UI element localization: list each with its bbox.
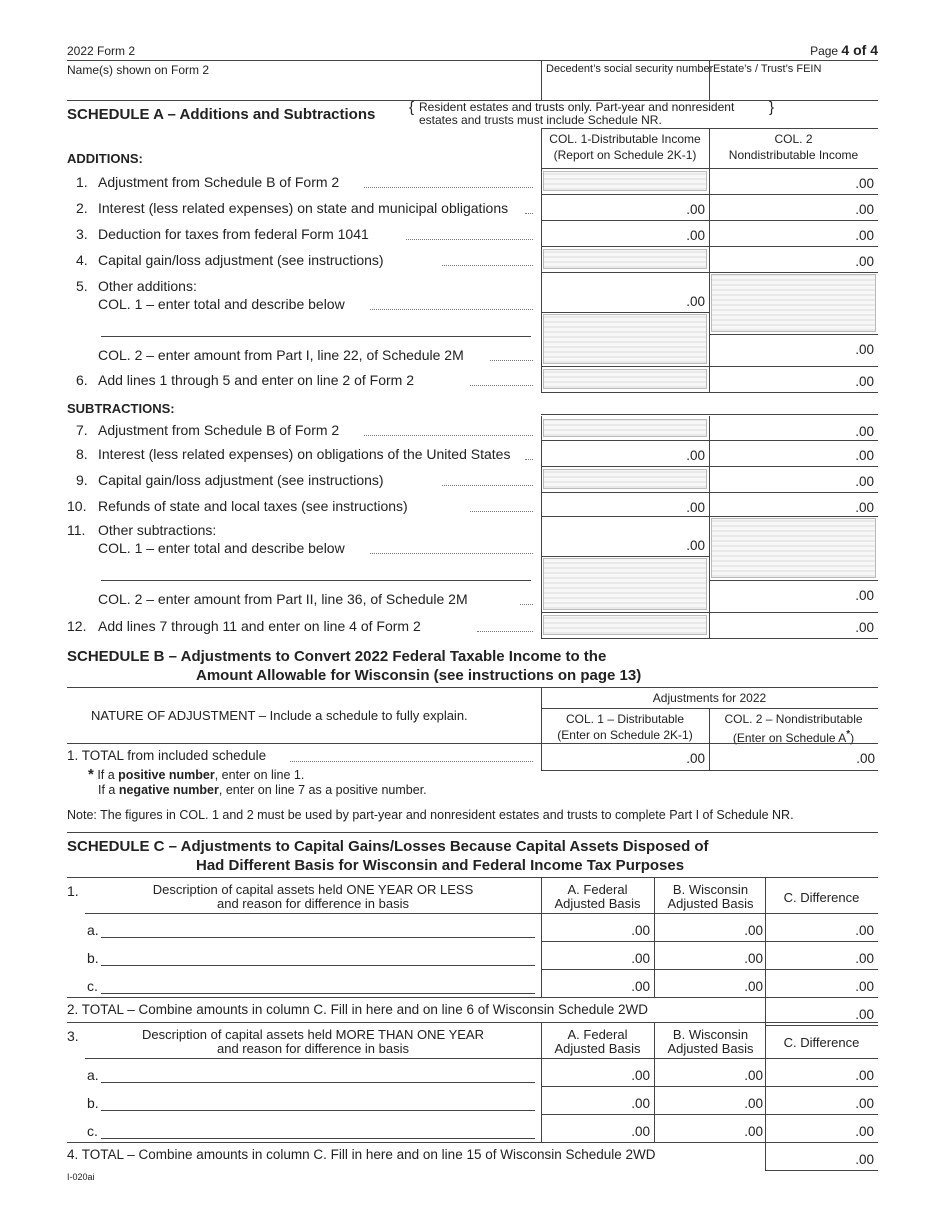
federal-basis-amount[interactable]: .00 bbox=[631, 1096, 650, 1111]
schedb-total-label: 1. TOTAL from included schedule bbox=[67, 748, 267, 763]
schedb-col1-header bbox=[541, 711, 709, 743]
line-text: Deduction for taxes from federal Form 1041 bbox=[98, 226, 369, 242]
shaded-cell bbox=[543, 419, 707, 437]
section-number: 3. bbox=[67, 1028, 79, 1044]
col-header-difference: C. Difference bbox=[783, 1035, 860, 1050]
col1-amount[interactable]: .00 bbox=[686, 294, 705, 309]
col2-amount[interactable]: .00 bbox=[855, 500, 874, 515]
section-header-1: Description of capital assets held MORE THAN ONE YEAR bbox=[142, 1027, 484, 1042]
difference-amount[interactable]: .00 bbox=[855, 1068, 874, 1083]
total-amount[interactable]: .00 bbox=[855, 1152, 874, 1167]
col2-amount[interactable]: .00 bbox=[855, 176, 874, 191]
additions-heading: ADDITIONS: bbox=[67, 151, 143, 166]
line-text: Interest (less related expenses) on obligations of the United States bbox=[98, 446, 511, 462]
col-header-colA1: A. Federal bbox=[567, 1027, 628, 1042]
page-number bbox=[810, 42, 878, 58]
total-label: 2. TOTAL – Combine amounts in column C. Fill in here and on line 6 of Wisconsin Schedule 2WD bbox=[67, 1002, 649, 1017]
form-code: I-020ai bbox=[67, 1172, 95, 1182]
fein-label: Estate’s / Trust’s FEIN bbox=[713, 63, 822, 75]
row-letter: a. bbox=[87, 922, 99, 938]
federal-basis-amount[interactable]: .00 bbox=[631, 1124, 650, 1139]
adjustments-label: Adjustments for 2022 bbox=[652, 691, 767, 705]
brace-left-icon: { bbox=[409, 99, 415, 116]
line-number: 1. bbox=[76, 174, 88, 190]
row-letter: c. bbox=[87, 1123, 98, 1139]
federal-basis-amount[interactable]: .00 bbox=[631, 951, 650, 966]
line-text: Other subtractions: bbox=[98, 522, 217, 538]
schedule-c-title-2: Had Different Basis for Wisconsin and Federal Income Tax Purposes bbox=[196, 857, 685, 874]
brace-right-icon: } bbox=[769, 99, 775, 116]
col1-amount[interactable]: .00 bbox=[686, 228, 705, 243]
wisconsin-basis-amount[interactable]: .00 bbox=[744, 951, 763, 966]
difference-amount[interactable]: .00 bbox=[855, 1124, 874, 1139]
positive-number-text: positive number bbox=[118, 768, 215, 782]
description-line[interactable] bbox=[101, 1110, 535, 1111]
schedule-a-title: SCHEDULE A – Additions and Subtractions bbox=[67, 106, 376, 123]
section-number: 1. bbox=[67, 883, 79, 899]
schedb-note: Note: The figures in COL. 1 and 2 must be used by part-year and nonresident estates and trusts to complete Part I of Schedule NR. bbox=[67, 808, 794, 822]
col2-amount[interactable]: .00 bbox=[855, 424, 874, 439]
shaded-cell bbox=[543, 249, 707, 269]
schedb-total-col1[interactable]: .00 bbox=[686, 751, 705, 766]
shaded-cell bbox=[543, 314, 707, 364]
ssn-label: Decedent’s social security number bbox=[546, 63, 714, 75]
section-header-1: Description of capital assets held ONE YEAR OR LESS bbox=[152, 882, 474, 897]
col-header-colB1: B. Wisconsin bbox=[672, 882, 749, 897]
schedule-b-title-2: Amount Allowable for Wisconsin (see instructions on page 13) bbox=[196, 667, 642, 684]
col1-amount[interactable]: .00 bbox=[686, 538, 705, 553]
description-line[interactable] bbox=[101, 937, 535, 938]
difference-amount[interactable]: .00 bbox=[855, 1096, 874, 1111]
line-text: Add lines 7 through 11 and enter on line 4 of Form 2 bbox=[98, 618, 421, 634]
schedb-col1-h2: (Enter on Schedule 2K-1) bbox=[557, 728, 693, 742]
close-paren: ) bbox=[850, 731, 855, 745]
difference-amount[interactable]: .00 bbox=[855, 923, 874, 938]
schedb-col2-header bbox=[709, 711, 878, 746]
wisconsin-basis-amount[interactable]: .00 bbox=[744, 1124, 763, 1139]
if-text-1b: , enter on line 1. bbox=[214, 768, 305, 782]
col1-h1: COL. 1-Distributable Income bbox=[549, 132, 701, 146]
federal-basis-amount[interactable]: .00 bbox=[631, 923, 650, 938]
section-header-2: and reason for difference in basis bbox=[217, 896, 409, 911]
col2-amount[interactable]: .00 bbox=[855, 448, 874, 463]
row-letter: b. bbox=[87, 950, 99, 966]
line-number: 8. bbox=[76, 446, 88, 462]
line-subtext: COL. 1 – enter total and describe below bbox=[98, 296, 345, 312]
col2-h2: Nondistributable Income bbox=[728, 148, 859, 162]
line-number: 2. bbox=[76, 200, 88, 216]
line-text: Add lines 1 through 5 and enter on line 2 of Form 2 bbox=[98, 372, 414, 388]
description-line[interactable] bbox=[101, 965, 535, 966]
total-label: 4. TOTAL – Combine amounts in column C. Fill in here and on line 15 of Wisconsin Schedule 2WD bbox=[67, 1147, 656, 1162]
shaded-cell bbox=[543, 558, 707, 610]
col2-amount[interactable]: .00 bbox=[855, 620, 874, 635]
names-field[interactable] bbox=[67, 80, 541, 100]
col2-header bbox=[709, 131, 878, 163]
wisconsin-basis-amount[interactable]: .00 bbox=[744, 1068, 763, 1083]
line-number: 7. bbox=[76, 422, 88, 438]
col2-amount[interactable]: .00 bbox=[855, 374, 874, 389]
line-number: 3. bbox=[76, 226, 88, 242]
wisconsin-basis-amount[interactable]: .00 bbox=[744, 1096, 763, 1111]
col2-amount[interactable]: .00 bbox=[855, 254, 874, 269]
col2-amount[interactable]: .00 bbox=[855, 342, 874, 357]
schedb-col1-h1: COL. 1 – Distributable bbox=[565, 712, 685, 726]
page-value: 4 of 4 bbox=[841, 42, 878, 58]
col1-header bbox=[541, 131, 709, 163]
line-text: Capital gain/loss adjustment (see instructions) bbox=[98, 252, 384, 268]
col1-amount[interactable]: .00 bbox=[686, 448, 705, 463]
col-header-colA1: A. Federal bbox=[567, 882, 628, 897]
line-text: Refunds of state and local taxes (see instructions) bbox=[98, 498, 408, 514]
if-text-2b: , enter on line 7 as a positive number. bbox=[218, 783, 427, 797]
description-line[interactable] bbox=[101, 1138, 535, 1139]
col2-amount[interactable]: .00 bbox=[855, 202, 874, 217]
line-number: 5. bbox=[76, 278, 88, 294]
schedb-col2-h1: COL. 2 – Nondistributable bbox=[724, 712, 863, 726]
form-label: 2022 Form 2 bbox=[67, 44, 136, 58]
col-header-colB1: B. Wisconsin bbox=[672, 1027, 749, 1042]
page-prefix: Page bbox=[810, 44, 842, 58]
shaded-cell bbox=[543, 369, 707, 389]
col-header-colA2: Adjusted Basis bbox=[554, 1041, 641, 1056]
wisconsin-basis-amount[interactable]: .00 bbox=[744, 923, 763, 938]
row-letter: c. bbox=[87, 978, 98, 994]
section-header-2: and reason for difference in basis bbox=[217, 1041, 409, 1056]
line-text: Interest (less related expenses) on state and municipal obligations bbox=[98, 200, 509, 216]
col2-h1: COL. 2 bbox=[774, 132, 813, 146]
col2-amount[interactable]: .00 bbox=[855, 474, 874, 489]
description-line[interactable] bbox=[101, 336, 531, 337]
wisconsin-basis-amount[interactable]: .00 bbox=[744, 979, 763, 994]
names-label: Name(s) shown on Form 2 bbox=[67, 63, 210, 77]
col-header-colA2: Adjusted Basis bbox=[554, 896, 641, 911]
note-line-1: Resident estates and trusts only. Part-year and nonresident bbox=[419, 100, 735, 114]
col1-h2: (Report on Schedule 2K-1) bbox=[553, 148, 697, 162]
description-line[interactable] bbox=[101, 993, 535, 994]
description-line[interactable] bbox=[101, 580, 531, 581]
line-number: 6. bbox=[76, 372, 88, 388]
nature-of-adjustment: NATURE OF ADJUSTMENT – Include a schedule to fully explain. bbox=[91, 708, 468, 723]
shaded-cell bbox=[543, 615, 707, 635]
negative-number-text: negative number bbox=[118, 783, 219, 797]
row-letter: b. bbox=[87, 1095, 99, 1111]
if-text-1: If a bbox=[97, 768, 119, 782]
line-number: 12. bbox=[67, 618, 87, 634]
shaded-cell bbox=[543, 171, 707, 191]
ssn-field[interactable] bbox=[541, 80, 709, 100]
line-number: 4. bbox=[76, 252, 88, 268]
col-header-difference: C. Difference bbox=[783, 890, 860, 905]
line-subtext-col2: COL. 2 – enter amount from Part I, line 22, of Schedule 2M bbox=[98, 347, 464, 363]
negative-note bbox=[98, 783, 427, 797]
col1-amount[interactable]: .00 bbox=[686, 202, 705, 217]
shaded-cell bbox=[711, 274, 876, 332]
schedule-a-note bbox=[419, 101, 734, 127]
schedb-col2-h2: (Enter on Schedule A bbox=[732, 731, 847, 745]
line-text: Adjustment from Schedule B of Form 2 bbox=[98, 174, 340, 190]
col1-amount[interactable]: .00 bbox=[686, 500, 705, 515]
schedb-total-col2[interactable]: .00 bbox=[856, 751, 875, 766]
star-mark: * bbox=[846, 729, 851, 740]
positive-note bbox=[88, 766, 304, 783]
shaded-cell bbox=[711, 518, 876, 578]
line-text: Other additions: bbox=[98, 278, 197, 294]
note-line-2: estates and trusts must include Schedule NR. bbox=[419, 113, 662, 127]
fein-field[interactable] bbox=[709, 80, 878, 100]
if-text-2: If a bbox=[98, 783, 119, 797]
line-number: 9. bbox=[76, 472, 88, 488]
col2-amount[interactable]: .00 bbox=[855, 228, 874, 243]
line-text: Capital gain/loss adjustment (see instructions) bbox=[98, 472, 384, 488]
col-header-colB2: Adjusted Basis bbox=[667, 1041, 754, 1056]
subtractions-heading: SUBTRACTIONS: bbox=[67, 401, 175, 416]
line-subtext-col2: COL. 2 – enter amount from Part II, line 36, of Schedule 2M bbox=[98, 591, 468, 607]
line-number: 10. bbox=[67, 498, 87, 514]
shaded-cell bbox=[543, 469, 707, 489]
difference-amount[interactable]: .00 bbox=[855, 979, 874, 994]
line-subtext: COL. 1 – enter total and describe below bbox=[98, 540, 345, 556]
row-letter: a. bbox=[87, 1067, 99, 1083]
col-header-colB2: Adjusted Basis bbox=[667, 896, 754, 911]
star-icon: * bbox=[88, 766, 94, 783]
description-line[interactable] bbox=[101, 1082, 535, 1083]
federal-basis-amount[interactable]: .00 bbox=[631, 1068, 650, 1083]
total-amount[interactable]: .00 bbox=[855, 1007, 874, 1022]
schedule-b-title-1: SCHEDULE B – Adjustments to Convert 2022 Federal Taxable Income to the bbox=[67, 648, 607, 665]
line-text: Adjustment from Schedule B of Form 2 bbox=[98, 422, 340, 438]
line-number: 11. bbox=[67, 522, 86, 538]
federal-basis-amount[interactable]: .00 bbox=[631, 979, 650, 994]
col2-amount[interactable]: .00 bbox=[855, 588, 874, 603]
schedule-c-title-1: SCHEDULE C – Adjustments to Capital Gains/Losses Because Capital Assets Disposed of bbox=[67, 838, 709, 855]
difference-amount[interactable]: .00 bbox=[855, 951, 874, 966]
